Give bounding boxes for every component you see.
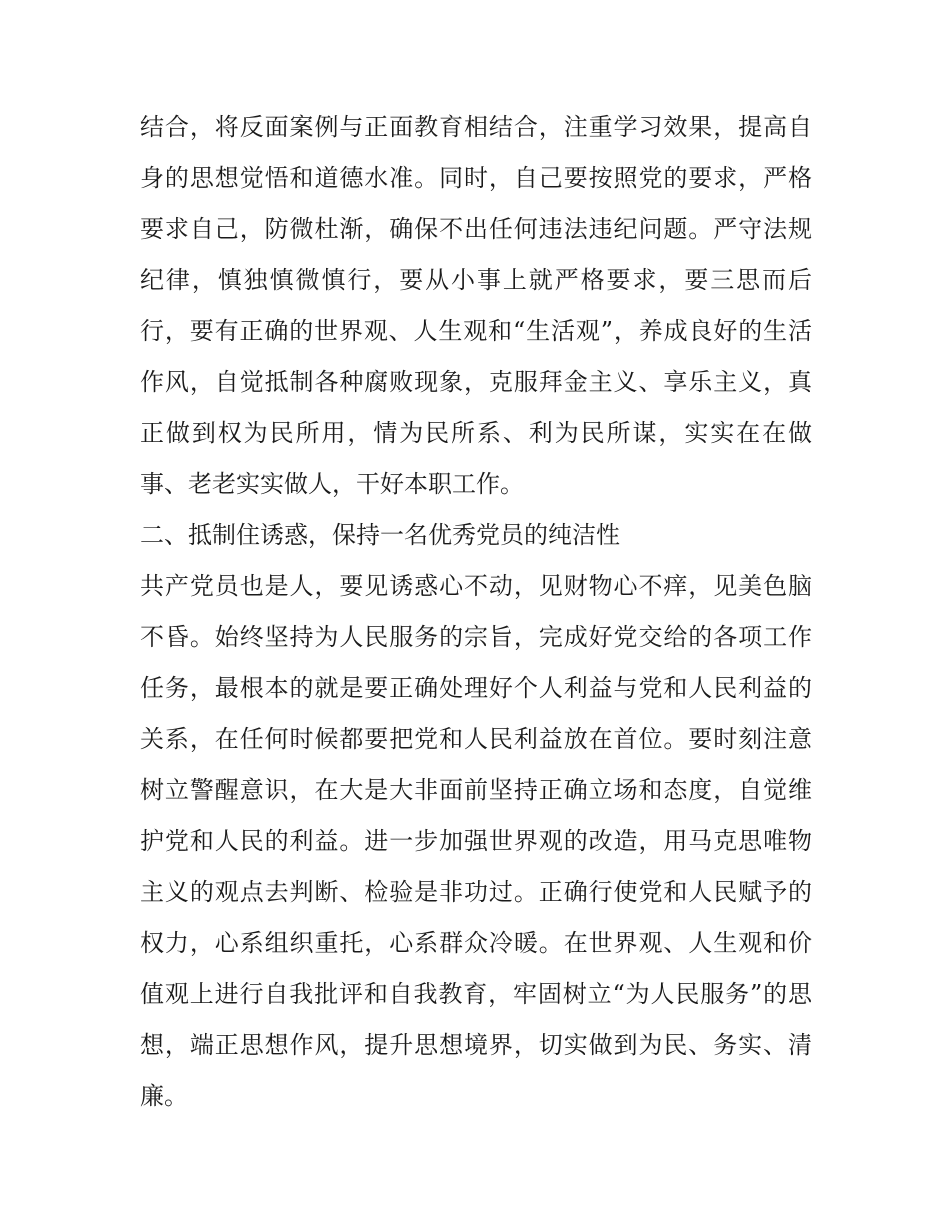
paragraph-1 (140, 102, 812, 510)
text-line: 身的思想觉悟和道德水准。同时，自己要按照党的要求，严格 (140, 164, 812, 192)
text-line: 正做到权为民所用，情为民所系、利为民所谋，实实在在做 (140, 419, 812, 447)
text-line: 行，要有正确的世界观、人生观和“生活观”，养成良好的生活 (140, 317, 812, 345)
paragraph-2 (140, 561, 812, 1122)
text-line: 权力，心系组织重托，心系群众冷暖。在世界观、人生观和价 (140, 929, 812, 957)
text-line: 护党和人民的利益。进一步加强世界观的改造，用马克思唯物 (140, 827, 812, 855)
text-line: 纪律，慎独慎微慎行，要从小事上就严格要求，要三思而后 (140, 266, 812, 294)
text-line: 事、老老实实做人，干好本职工作。 (140, 470, 524, 498)
text-line: 作风，自觉抵制各种腐败现象，克服拜金主义、享乐主义，真 (140, 368, 812, 396)
text-line: 廉。 (140, 1082, 188, 1110)
text-line: 树立警醒意识，在大是大非面前坚持正确立场和态度，自觉维 (140, 776, 812, 804)
document-body (140, 102, 812, 1122)
text-line: 想，端正思想作风，提升思想境界，切实做到为民、务实、清 (140, 1031, 812, 1059)
text-line: 任务，最根本的就是要正确处理好个人利益与党和人民利益的 (140, 674, 812, 702)
text-line: 值观上进行自我批评和自我教育，牢固树立“为人民服务”的思 (140, 980, 812, 1008)
text-line: 主义的观点去判断、检验是非功过。正确行使党和人民赋予的 (140, 878, 812, 906)
text-line: 要求自己，防微杜渐，确保不出任何违法违纪问题。严守法规 (140, 215, 812, 243)
text-line: 不昏。始终坚持为人民服务的宗旨，完成好党交给的各项工作 (140, 623, 812, 651)
text-line: 关系，在任何时候都要把党和人民利益放在首位。要时刻注意 (140, 725, 812, 753)
text-line: 结合，将反面案例与正面教育相结合，注重学习效果，提高自 (140, 113, 812, 141)
section-heading: 二、抵制住诱惑，保持一名优秀党员的纯洁性 (140, 521, 620, 549)
text-line: 共产党员也是人，要见诱惑心不动，见财物心不痒，见美色脑 (140, 572, 812, 600)
